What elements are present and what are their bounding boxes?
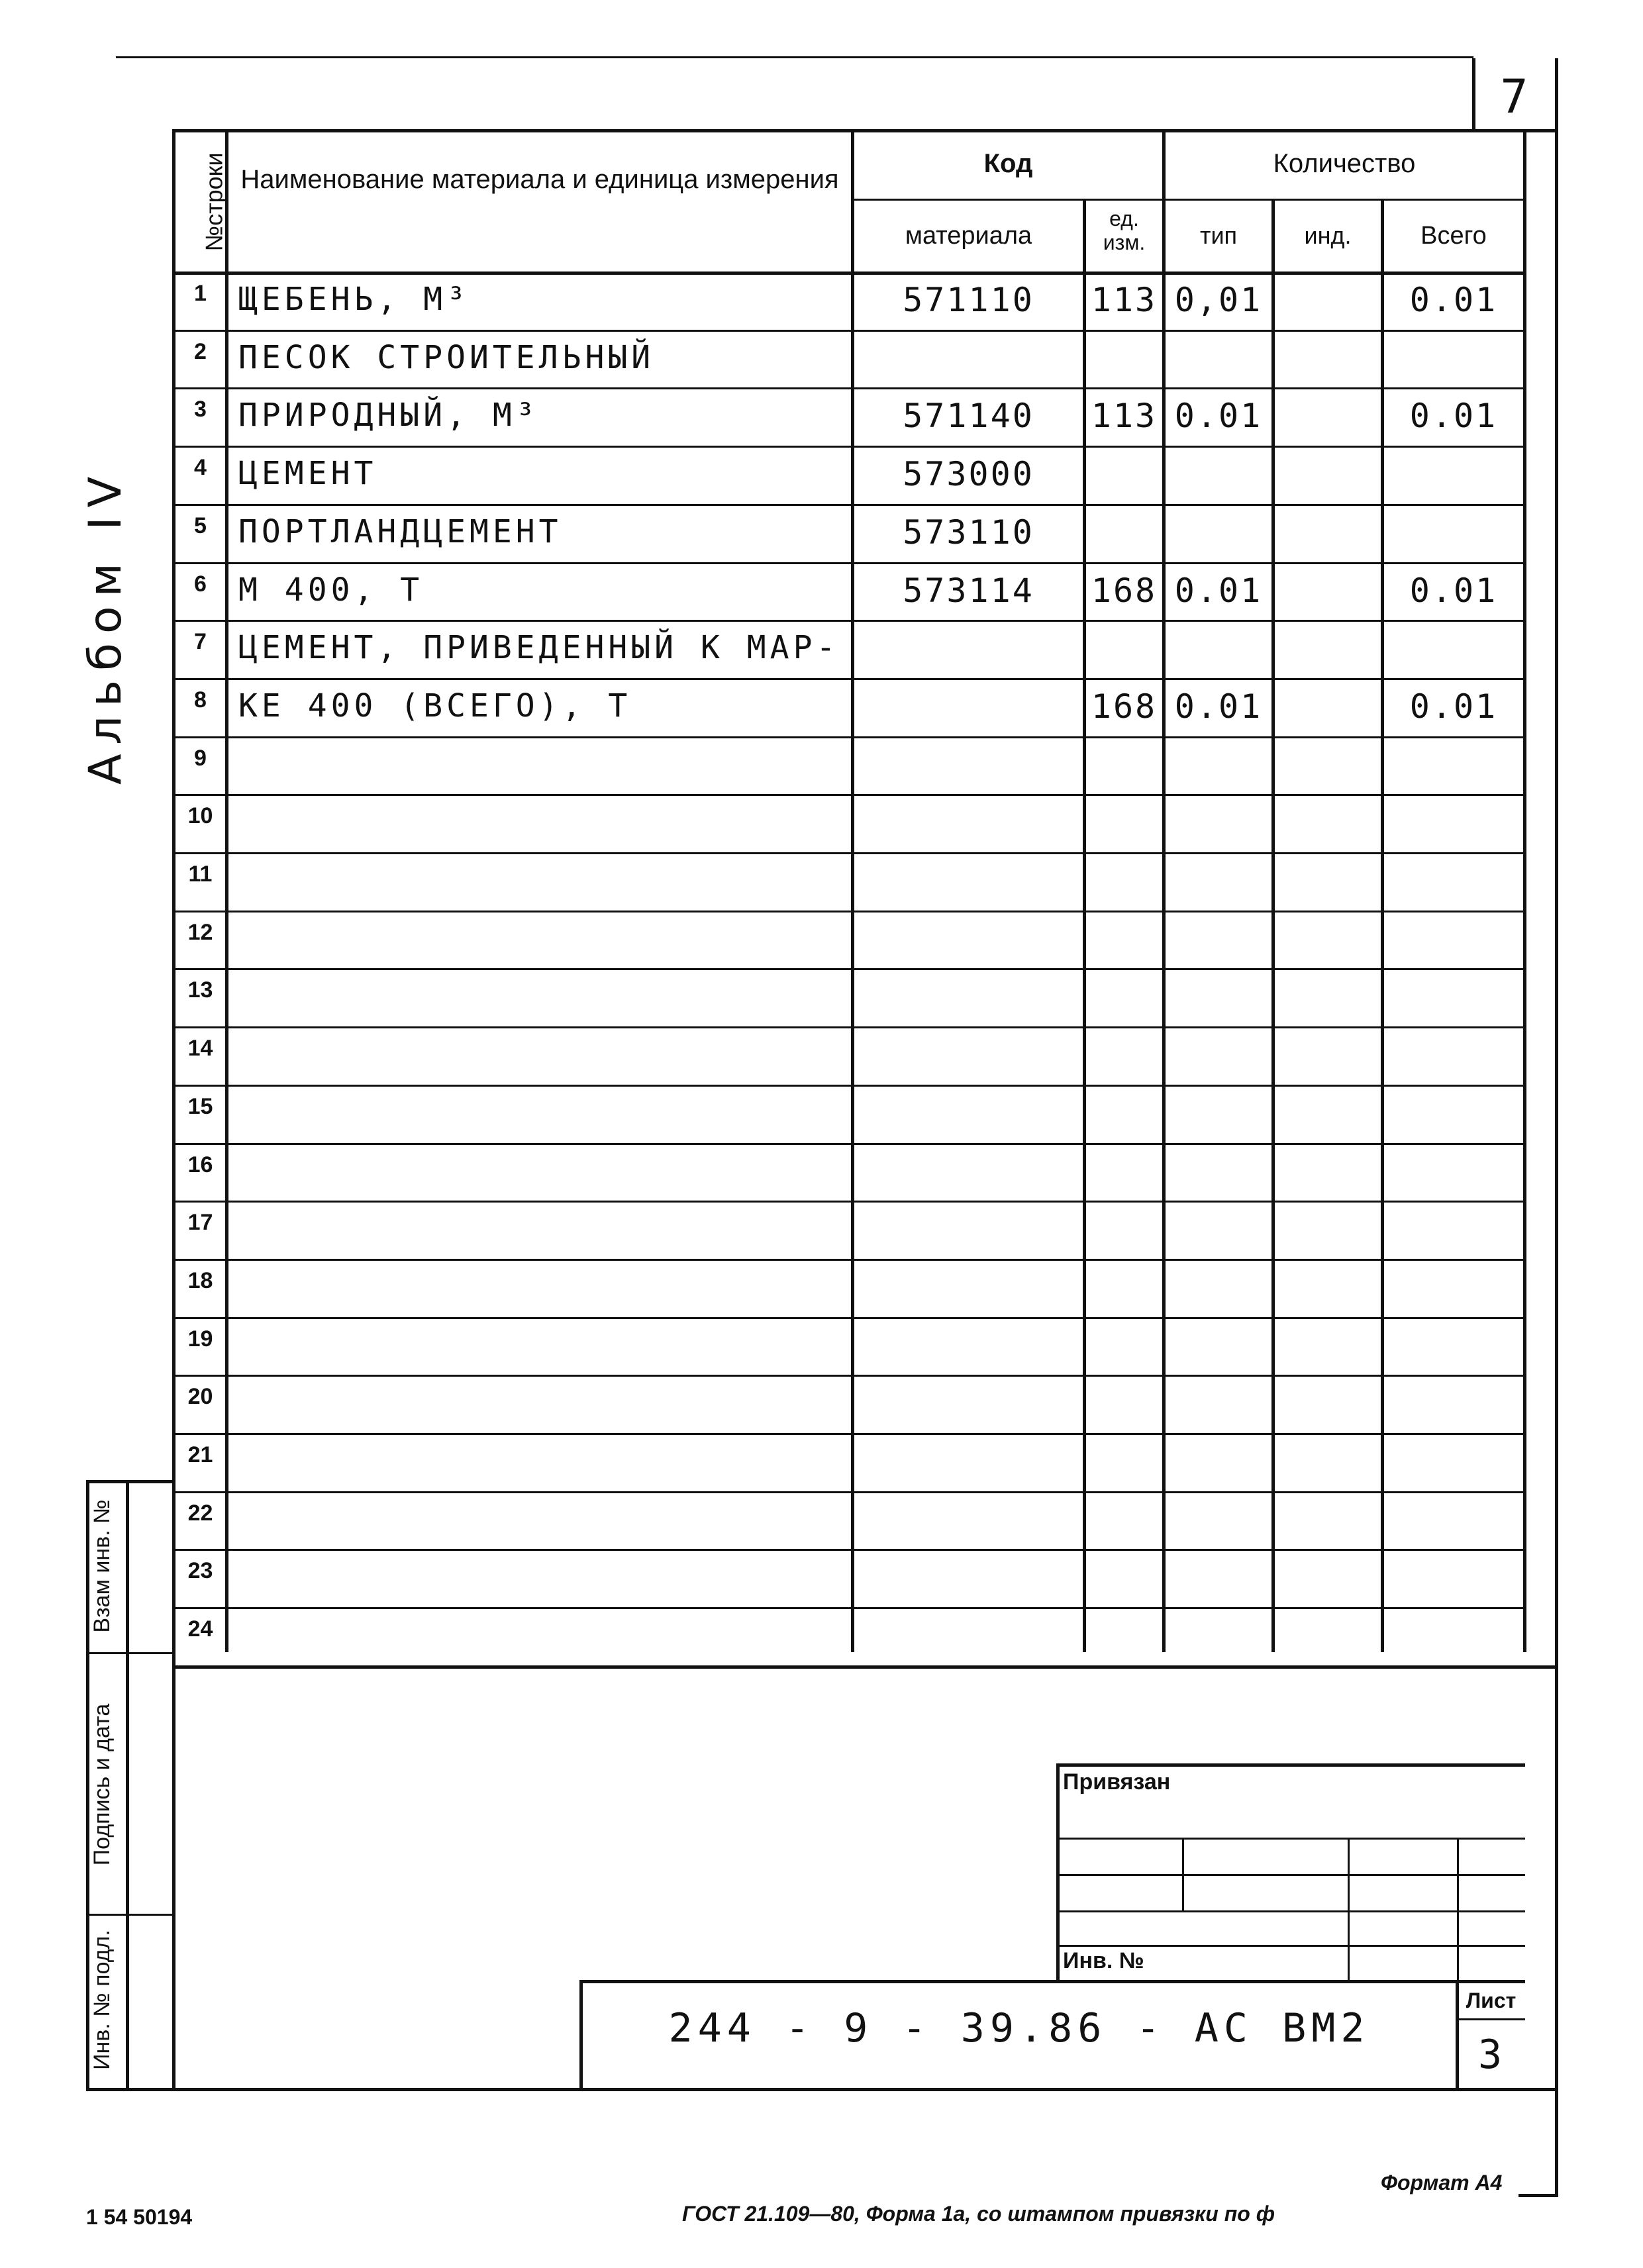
row-material-name: М 400, Т bbox=[238, 571, 424, 609]
side-signature-date: Подпись и дата bbox=[89, 1703, 115, 1866]
row-number: 6 bbox=[194, 571, 207, 597]
row-separator bbox=[172, 504, 1525, 506]
title-sheet-label: Лист bbox=[1466, 1989, 1517, 2012]
row-number: 17 bbox=[187, 1210, 213, 1235]
row-number: 1 bbox=[194, 281, 207, 306]
header-code: Код bbox=[983, 149, 1033, 178]
row-separator bbox=[172, 1549, 1525, 1551]
row-number: 19 bbox=[187, 1326, 213, 1352]
side-stamp-mid bbox=[126, 1480, 129, 2089]
row-separator bbox=[172, 620, 1525, 622]
footer-format: Формат А4 bbox=[1381, 2171, 1503, 2194]
row-material-name: ПЕСОК СТРОИТЕЛЬНЫЙ bbox=[238, 339, 655, 376]
row-number: 21 bbox=[187, 1442, 213, 1467]
header-quantity: Количество bbox=[1273, 149, 1416, 178]
row-separator bbox=[172, 678, 1525, 680]
row-number: 12 bbox=[187, 920, 213, 945]
row-separator bbox=[172, 852, 1525, 854]
side-inv-podl: Инв. № подл. bbox=[89, 1930, 115, 2070]
row-separator bbox=[172, 387, 1525, 389]
header-qty-type: тип bbox=[1199, 222, 1238, 249]
title-sheet-div bbox=[1456, 2018, 1525, 2020]
row-material-code: 573110 bbox=[903, 513, 1034, 552]
row-number: 10 bbox=[187, 803, 213, 828]
row-separator bbox=[172, 794, 1525, 796]
row-qty-type: 0.01 bbox=[1174, 687, 1263, 726]
row-number: 13 bbox=[187, 977, 213, 1003]
binding-top bbox=[1056, 1763, 1525, 1767]
header-qty-ind: инд. bbox=[1304, 222, 1352, 249]
row-separator bbox=[172, 1201, 1525, 1203]
album-label: Альбом IV bbox=[79, 467, 132, 785]
binding-inv-no: Инв. № bbox=[1063, 1948, 1144, 1973]
side-stamp-div2 bbox=[86, 1914, 175, 1916]
binding-col1 bbox=[1182, 1838, 1184, 1910]
col-line-type bbox=[1162, 129, 1166, 1652]
binding-line3 bbox=[1056, 1910, 1525, 1912]
row-number: 8 bbox=[194, 687, 207, 713]
binding-col2 bbox=[1348, 1838, 1350, 1980]
header-split-line bbox=[851, 199, 1525, 201]
row-number: 9 bbox=[194, 746, 207, 771]
row-separator bbox=[172, 1665, 1558, 1669]
row-material-code: 571140 bbox=[903, 397, 1034, 435]
side-vzam-inv: Взам инв. № bbox=[89, 1499, 115, 1633]
header-name: Наименование материала и единица измерения bbox=[240, 165, 839, 194]
header-row-no: №строки bbox=[200, 152, 228, 252]
row-separator bbox=[172, 446, 1525, 448]
title-designation: 244 - 9 - 39.86 - АС ВМ2 bbox=[668, 2005, 1370, 2051]
row-number: 18 bbox=[187, 1268, 213, 1293]
binding-line4 bbox=[1056, 1945, 1525, 1947]
row-material-name: КЕ 400 (ВСЕГО), Т bbox=[238, 687, 632, 724]
top-rule bbox=[116, 56, 1473, 58]
row-qty-total: 0.01 bbox=[1409, 281, 1498, 319]
row-separator bbox=[172, 1259, 1525, 1261]
row-material-name: ЩЕБЕНЬ, М³ bbox=[238, 281, 470, 318]
row-number: 7 bbox=[194, 629, 207, 654]
binding-col3 bbox=[1457, 1838, 1459, 1980]
row-number: 22 bbox=[187, 1501, 213, 1526]
row-material-name: ЦЕМЕНТ bbox=[238, 455, 377, 492]
header-qty-total: Всего bbox=[1420, 222, 1487, 250]
corner-sheet-number: 7 bbox=[1500, 70, 1530, 124]
row-material-name: ПОРТЛАНДЦЕМЕНТ bbox=[238, 513, 562, 550]
col-line-name bbox=[225, 129, 228, 1652]
row-separator bbox=[172, 330, 1525, 332]
row-unit-code: 113 bbox=[1091, 397, 1158, 435]
row-material-name: ПРИРОДНЫЙ, М³ bbox=[238, 397, 539, 434]
header-code-unit: ед. изм. bbox=[1103, 207, 1146, 254]
row-number: 3 bbox=[194, 397, 207, 422]
row-qty-total: 0.01 bbox=[1409, 571, 1498, 610]
row-number: 11 bbox=[188, 862, 213, 887]
row-number: 4 bbox=[194, 455, 207, 480]
row-separator bbox=[172, 562, 1525, 564]
col-line-right bbox=[1523, 129, 1526, 1652]
corner-box-right bbox=[1555, 58, 1558, 131]
header-bottom-line bbox=[172, 271, 1525, 275]
col-line-code bbox=[851, 129, 854, 1652]
row-number: 20 bbox=[187, 1384, 213, 1409]
row-number: 14 bbox=[187, 1036, 213, 1061]
row-separator bbox=[172, 1026, 1525, 1028]
row-separator bbox=[172, 1085, 1525, 1087]
row-qty-total: 0.01 bbox=[1409, 397, 1498, 435]
side-stamp-div1 bbox=[86, 1652, 175, 1654]
row-separator bbox=[172, 1607, 1525, 1609]
binding-privyazan: Привязан bbox=[1063, 1769, 1171, 1795]
row-separator bbox=[172, 911, 1525, 912]
row-separator bbox=[172, 1433, 1525, 1435]
row-number: 2 bbox=[194, 339, 207, 364]
row-material-code: 571110 bbox=[903, 281, 1034, 319]
row-separator bbox=[172, 968, 1525, 970]
row-number: 5 bbox=[194, 513, 207, 538]
frame-top bbox=[172, 129, 1558, 132]
row-qty-type: 0.01 bbox=[1174, 397, 1263, 435]
header-code-material: материала bbox=[905, 222, 1032, 250]
row-number: 15 bbox=[187, 1094, 213, 1119]
row-separator bbox=[172, 1491, 1525, 1493]
row-separator bbox=[172, 1317, 1525, 1319]
frame-bottom-right bbox=[1519, 2194, 1558, 2197]
row-qty-type: 0,01 bbox=[1174, 281, 1263, 319]
row-material-code: 573114 bbox=[903, 571, 1034, 610]
binding-line2 bbox=[1056, 1874, 1525, 1876]
row-number: 23 bbox=[187, 1558, 213, 1583]
footer-left-code: 1 54 50194 bbox=[86, 2205, 193, 2229]
row-separator bbox=[172, 736, 1525, 738]
footer-gost: ГОСТ 21.109—80, Форма 1а, со штампом привязки по ф bbox=[682, 2202, 1275, 2226]
row-material-code: 573000 bbox=[903, 455, 1034, 493]
row-unit-code: 168 bbox=[1091, 687, 1158, 726]
row-qty-type: 0.01 bbox=[1174, 571, 1263, 610]
binding-left bbox=[1056, 1763, 1060, 1982]
row-material-name: ЦЕМЕНТ, ПРИВЕДЕННЫЙ К МАР- bbox=[238, 629, 840, 666]
title-top bbox=[579, 1980, 1525, 1983]
row-qty-total: 0.01 bbox=[1409, 687, 1498, 726]
title-sheet-number: 3 bbox=[1477, 2032, 1505, 2078]
row-separator bbox=[172, 1143, 1525, 1145]
row-number: 24 bbox=[187, 1616, 213, 1642]
row-unit-code: 113 bbox=[1091, 281, 1158, 319]
row-unit-code: 168 bbox=[1091, 571, 1158, 610]
frame-bottom bbox=[86, 2088, 1556, 2091]
binding-line1 bbox=[1056, 1838, 1525, 1840]
row-number: 16 bbox=[187, 1152, 213, 1177]
frame-right bbox=[1555, 129, 1558, 2195]
row-separator bbox=[172, 1375, 1525, 1377]
